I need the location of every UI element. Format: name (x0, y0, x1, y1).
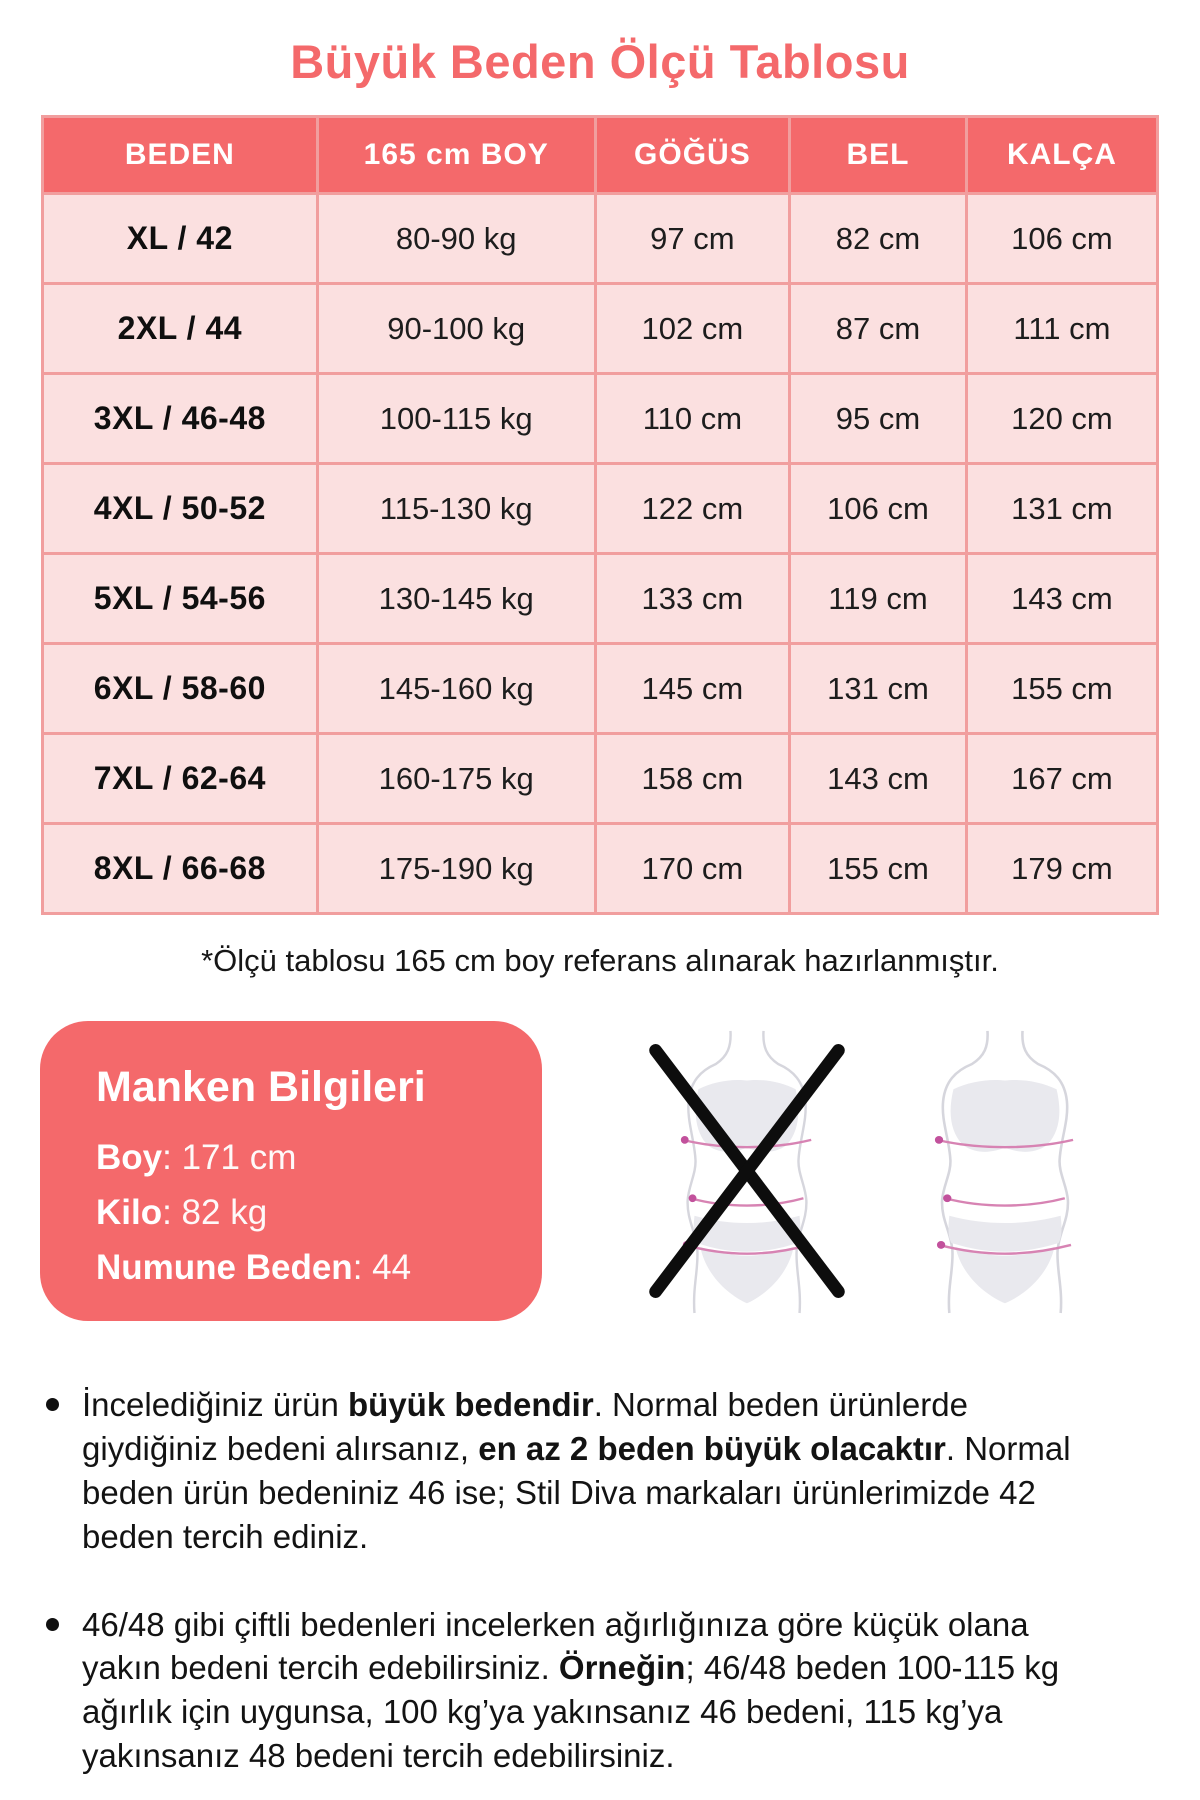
measure-cell: 167 cm (968, 735, 1156, 822)
plus-size-body-measurement-icon (898, 1025, 1112, 1317)
measure-cell: 170 cm (597, 825, 788, 912)
size-table-body (44, 195, 1156, 912)
table-row (44, 195, 1156, 282)
measure-cell: 95 cm (791, 375, 965, 462)
table-row (44, 375, 1156, 462)
measure-cell: 133 cm (597, 555, 788, 642)
size-table-header-cell: BEL (791, 118, 965, 192)
note-text: İncelediğiniz ürün büyük bedendir. Normal beden ürünlerde giydiğiniz bedeni alırsanız, en az 2 beden büyük olacaktır. Normal beden ürün bedeniniz 46 ise; Stil Diva markaları ürünlerimizde 42 beden tercih ediniz. (82, 1386, 1071, 1555)
measure-cell: 143 cm (968, 555, 1156, 642)
page-title: Büyük Beden Ölçü Tablosu (290, 35, 910, 88)
measure-cell: 119 cm (791, 555, 965, 642)
measure-cell: 143 cm (791, 735, 965, 822)
model-info-fields (96, 1138, 512, 1288)
measure-cell: 175-190 kg (319, 825, 594, 912)
measure-cell: 122 cm (597, 465, 788, 552)
measure-cell: 179 cm (968, 825, 1156, 912)
table-row (44, 735, 1156, 822)
measure-cell: 102 cm (597, 285, 788, 372)
table-row (44, 645, 1156, 732)
model-info-field: Boy: 171 cm (96, 1138, 297, 1177)
measure-cell: 130-145 kg (319, 555, 594, 642)
measure-cell: 160-175 kg (319, 735, 594, 822)
measure-cell: 115-130 kg (319, 465, 594, 552)
size-cell: 3XL / 46-48 (44, 375, 316, 462)
measure-cell: 111 cm (968, 285, 1156, 372)
table-row (44, 825, 1156, 912)
note-item (46, 1383, 1160, 1559)
measure-cell: 82 cm (791, 195, 965, 282)
model-info-card (40, 1021, 542, 1321)
sizing-notes (40, 1383, 1160, 1778)
measure-cell: 100-115 kg (319, 375, 594, 462)
note-text: 46/48 gibi çiftli bedenleri incelerken ağırlığınıza göre küçük olana yakın bedeni tercih edebilirsiniz. Örneğin; 46/48 beden 100-115 kg ağırlık için uygunsa, 100 kg’ya yakınsanız 46 bedeni, 115 kg’ya yakınsanız 48 bedeni tercih edebilirsiniz. (82, 1605, 1060, 1775)
measure-cell: 131 cm (968, 465, 1156, 552)
measure-cell: 106 cm (968, 195, 1156, 282)
size-table-header-cell: GÖĞÜS (597, 118, 788, 192)
measure-cell: 158 cm (597, 735, 788, 822)
size-table-header-cell: KALÇA (968, 118, 1156, 192)
measurement-figures (592, 1025, 1160, 1317)
crossed-out-body-measurement-icon (640, 1025, 854, 1317)
size-cell: XL / 42 (44, 195, 316, 282)
measure-cell: 110 cm (597, 375, 788, 462)
size-table-header-cell: 165 cm BOY (319, 118, 594, 192)
size-cell: 2XL / 44 (44, 285, 316, 372)
note-item (46, 1603, 1160, 1779)
bullet-dot (46, 1398, 59, 1411)
model-info-section (40, 1021, 1160, 1321)
measure-cell: 131 cm (791, 645, 965, 732)
table-row (44, 285, 1156, 372)
measure-cell: 155 cm (968, 645, 1156, 732)
size-table (41, 115, 1159, 915)
measure-cell: 87 cm (791, 285, 965, 372)
size-cell: 4XL / 50-52 (44, 465, 316, 552)
measure-cell: 120 cm (968, 375, 1156, 462)
size-cell: 6XL / 58-60 (44, 645, 316, 732)
size-cell: 8XL / 66-68 (44, 825, 316, 912)
table-row (44, 465, 1156, 552)
size-cell: 7XL / 62-64 (44, 735, 316, 822)
bullet-dot (46, 1618, 59, 1631)
measure-cell: 145 cm (597, 645, 788, 732)
table-row (44, 555, 1156, 642)
measure-cell: 155 cm (791, 825, 965, 912)
measure-cell: 97 cm (597, 195, 788, 282)
table-footnote: *Ölçü tablosu 165 cm boy referans alınarak hazırlanmıştır. (201, 943, 999, 978)
size-cell: 5XL / 54-56 (44, 555, 316, 642)
model-info-field: Kilo: 82 kg (96, 1193, 268, 1232)
measure-cell: 90-100 kg (319, 285, 594, 372)
model-info-field: Numune Beden: 44 (96, 1248, 412, 1287)
size-table-header-cell: BEDEN (44, 118, 316, 192)
measure-cell: 145-160 kg (319, 645, 594, 732)
measure-cell: 106 cm (791, 465, 965, 552)
model-info-title: Manken Bilgileri (96, 1063, 426, 1111)
size-table-header-row (44, 118, 1156, 192)
measure-cell: 80-90 kg (319, 195, 594, 282)
